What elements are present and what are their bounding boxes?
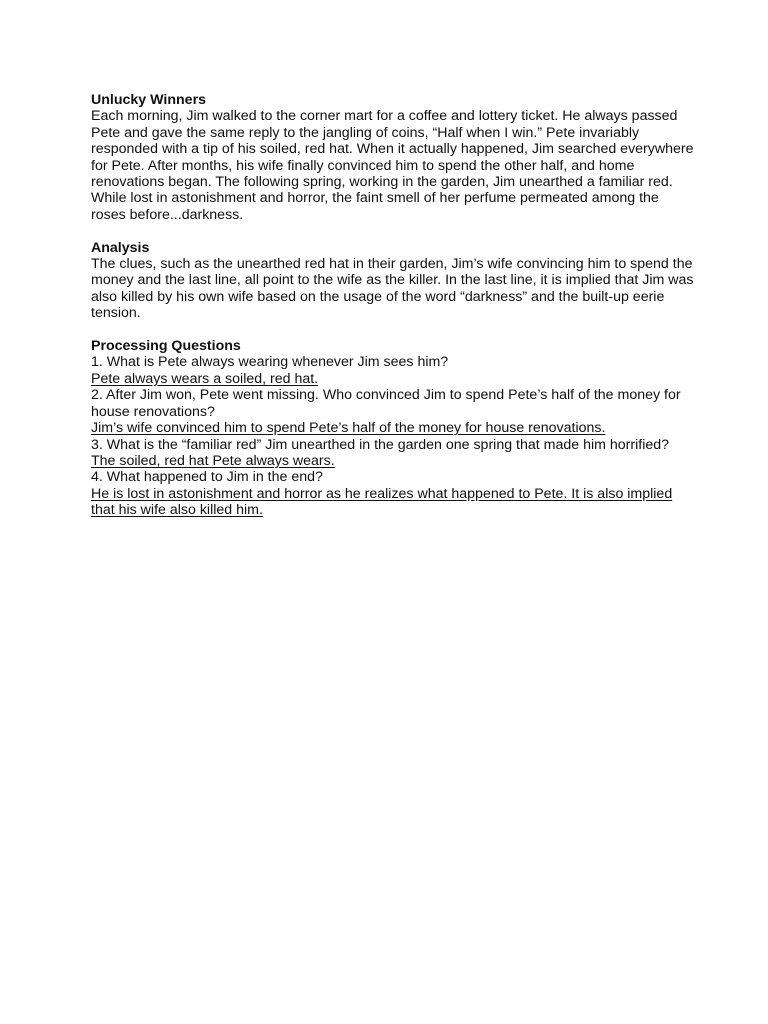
answer-text: The soiled, red hat Pete always wears.: [91, 452, 335, 469]
story-title: Unlucky Winners: [91, 92, 206, 108]
question-text: 2. After Jim won, Pete went missing. Who convinced Jim to spend Pete’s half of the money for: [91, 387, 681, 404]
analysis-paragraph: [91, 256, 694, 322]
story-line: for Pete. After months, his wife finally convinced him to spend the other half, and home: [91, 157, 635, 174]
analysis-line: tension.: [91, 305, 141, 322]
analysis-title: Analysis: [91, 239, 150, 256]
story-line: Pete and gave the same reply to the jangling of coins, “Half when I win.” Pete invariably: [91, 124, 640, 141]
document-page: [91, 92, 694, 519]
story-line: renovations began. The following spring, working in the garden, Jim unearthed a familiar red.: [91, 174, 673, 191]
question-text: house renovations?: [91, 403, 215, 420]
question-text: 3. What is the “familiar red” Jim unearthed in the garden one spring that made him horrified?: [91, 436, 670, 453]
answer-text: Pete always wears a soiled, red hat.: [91, 370, 319, 387]
section-spacer: [91, 223, 691, 239]
analysis-line: also killed by his own wife based on the usage of the word “darkness” and the built-up eerie: [91, 288, 665, 305]
questions-list: [91, 354, 691, 518]
question-text: 1. What is Pete always wearing whenever Jim sees him?: [91, 354, 449, 371]
story-line: responded with a tip of his soiled, red hat. When it actually happened, Jim searched everywhere: [91, 141, 694, 158]
question-text: 4. What happened to Jim in the end?: [91, 469, 323, 486]
analysis-line: The clues, such as the unearthed red hat in their garden, Jim’s wife convincing him to spend the: [91, 256, 693, 273]
analysis-line: money and the last line, all point to the wife as the killer. In the last line, it is implied that Jim was: [91, 272, 694, 289]
answer-text: Jim’s wife convinced him to spend Pete’s half of the money for house renovations.: [91, 420, 606, 437]
story-line: While lost in astonishment and horror, the faint smell of her perfume permeated among the: [91, 190, 659, 207]
questions-title: Processing Questions: [91, 338, 241, 355]
story-line: roses before...darkness.: [91, 206, 244, 223]
answer-text: that his wife also killed him.: [91, 502, 263, 519]
story-line: Each morning, Jim walked to the corner mart for a coffee and lottery ticket. He always passed: [91, 108, 678, 125]
story-paragraph: [91, 108, 694, 223]
section-spacer: [91, 322, 691, 338]
answer-text: He is lost in astonishment and horror as he realizes what happened to Pete. It is also implied: [91, 485, 673, 502]
